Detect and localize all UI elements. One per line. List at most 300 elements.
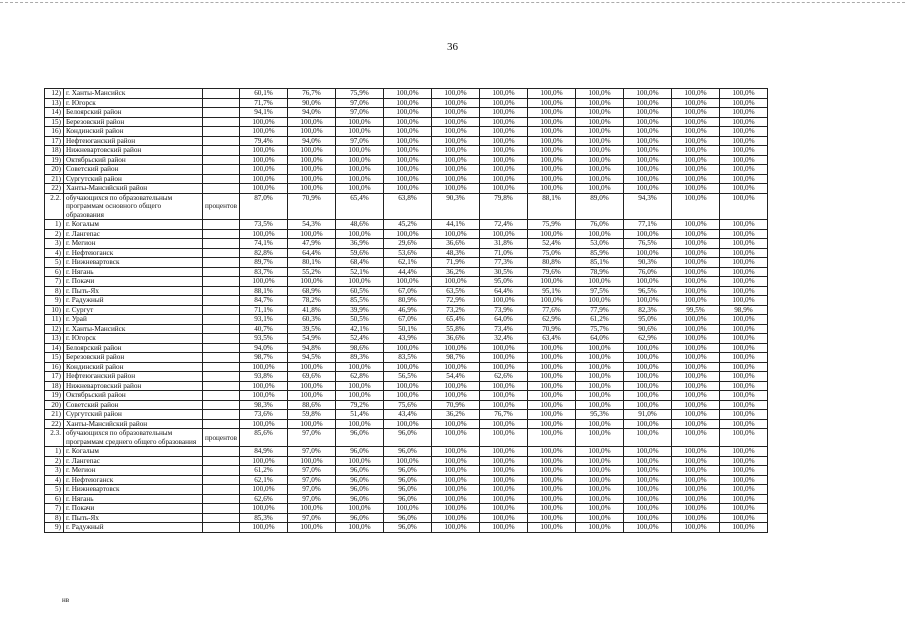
- table-row: [45, 485, 768, 495]
- value-cell: 100,0%: [624, 248, 672, 258]
- value-cell: 100,0%: [384, 229, 432, 239]
- value-cell: 100,0%: [528, 504, 576, 514]
- value-cell: 93,5%: [240, 334, 288, 344]
- row-name: Березовский район: [64, 353, 203, 363]
- value-cell: 96,0%: [336, 494, 384, 504]
- row-number: 19): [45, 155, 64, 165]
- row-number: 19): [45, 391, 64, 401]
- value-cell: 100,0%: [672, 286, 720, 296]
- value-cell: 67,0%: [384, 286, 432, 296]
- value-cell: 100,0%: [432, 485, 480, 495]
- value-cell: 100,0%: [432, 229, 480, 239]
- value-cell: 60,3%: [288, 315, 336, 325]
- value-cell: 96,0%: [336, 513, 384, 523]
- value-cell: 100,0%: [528, 117, 576, 127]
- value-cell: 96,0%: [336, 475, 384, 485]
- value-cell: 100,0%: [720, 494, 768, 504]
- value-cell: 100,0%: [576, 419, 624, 429]
- row-unit: [203, 315, 240, 325]
- value-cell: 79,8%: [480, 193, 528, 220]
- value-cell: 100,0%: [528, 391, 576, 401]
- value-cell: 90,6%: [624, 324, 672, 334]
- value-cell: 74,1%: [240, 239, 288, 249]
- row-name: г. Ханты-Мансийск: [64, 89, 203, 99]
- value-cell: 76,0%: [576, 220, 624, 230]
- value-cell: 73,5%: [240, 220, 288, 230]
- value-cell: 100,0%: [432, 523, 480, 533]
- value-cell: 36,6%: [432, 334, 480, 344]
- value-cell: 100,0%: [336, 523, 384, 533]
- row-unit: [203, 343, 240, 353]
- value-cell: 100,0%: [576, 381, 624, 391]
- row-name: г. Пыть-Ях: [64, 513, 203, 523]
- value-cell: 100,0%: [720, 372, 768, 382]
- row-unit: [203, 127, 240, 137]
- row-number: 22): [45, 184, 64, 194]
- row-number: 12): [45, 324, 64, 334]
- value-cell: 80,9%: [384, 296, 432, 306]
- value-cell: 100,0%: [576, 466, 624, 476]
- value-cell: 100,0%: [480, 89, 528, 99]
- table-row: [45, 315, 768, 325]
- row-number: 16): [45, 362, 64, 372]
- value-cell: 75,9%: [336, 89, 384, 99]
- value-cell: 100,0%: [528, 513, 576, 523]
- value-cell: 100,0%: [528, 165, 576, 175]
- value-cell: 100,0%: [432, 165, 480, 175]
- value-cell: 100,0%: [432, 513, 480, 523]
- table-row: [45, 184, 768, 194]
- value-cell: 100,0%: [384, 419, 432, 429]
- value-cell: 84,9%: [240, 447, 288, 457]
- value-cell: 100,0%: [576, 391, 624, 401]
- value-cell: 97,0%: [336, 136, 384, 146]
- table-row: [45, 429, 768, 447]
- value-cell: 100,0%: [288, 174, 336, 184]
- value-cell: 100,0%: [384, 127, 432, 137]
- page-number: 36: [447, 41, 458, 53]
- value-cell: 100,0%: [672, 296, 720, 306]
- row-name: обучающихся по образовательным программам среднего общего образования: [64, 429, 203, 447]
- value-cell: 100,0%: [672, 193, 720, 220]
- row-name: Советский район: [64, 400, 203, 410]
- value-cell: 85,6%: [240, 429, 288, 447]
- value-cell: 94,0%: [240, 343, 288, 353]
- row-unit: [203, 466, 240, 476]
- value-cell: 100,0%: [720, 504, 768, 514]
- value-cell: 100,0%: [528, 146, 576, 156]
- value-cell: 83,5%: [384, 353, 432, 363]
- value-cell: 96,0%: [384, 485, 432, 495]
- row-number: 2): [45, 456, 64, 466]
- value-cell: 59,8%: [288, 410, 336, 420]
- row-number: 13): [45, 334, 64, 344]
- value-cell: 100,0%: [432, 429, 480, 447]
- table-row: [45, 447, 768, 457]
- value-cell: 100,0%: [480, 475, 528, 485]
- row-unit: [203, 513, 240, 523]
- value-cell: 39,5%: [288, 324, 336, 334]
- value-cell: 84,7%: [240, 296, 288, 306]
- value-cell: 100,0%: [384, 108, 432, 118]
- value-cell: 100,0%: [528, 136, 576, 146]
- row-unit: [203, 523, 240, 533]
- value-cell: 100,0%: [624, 372, 672, 382]
- value-cell: 100,0%: [576, 296, 624, 306]
- row-number: 12): [45, 89, 64, 99]
- value-cell: 100,0%: [528, 466, 576, 476]
- value-cell: 100,0%: [432, 466, 480, 476]
- row-name: г. Пыть-Ях: [64, 286, 203, 296]
- value-cell: 100,0%: [288, 504, 336, 514]
- value-cell: 96,0%: [384, 429, 432, 447]
- table-row: [45, 258, 768, 268]
- value-cell: 100,0%: [624, 419, 672, 429]
- value-cell: 100,0%: [384, 165, 432, 175]
- page-edge: [0, 2, 905, 4]
- value-cell: 70,9%: [288, 193, 336, 220]
- row-unit: [203, 391, 240, 401]
- value-cell: 70,9%: [432, 400, 480, 410]
- value-cell: 100,0%: [720, 267, 768, 277]
- table-row: [45, 248, 768, 258]
- row-unit: [203, 258, 240, 268]
- value-cell: 100,0%: [480, 117, 528, 127]
- value-cell: 100,0%: [528, 155, 576, 165]
- value-cell: 39,9%: [336, 305, 384, 315]
- value-cell: 100,0%: [672, 475, 720, 485]
- value-cell: 100,0%: [240, 362, 288, 372]
- value-cell: 90,3%: [432, 193, 480, 220]
- value-cell: 64,0%: [480, 315, 528, 325]
- row-name: г. Радужный: [64, 296, 203, 306]
- value-cell: 100,0%: [576, 174, 624, 184]
- value-cell: 100,0%: [576, 277, 624, 287]
- value-cell: 55,8%: [432, 324, 480, 334]
- value-cell: 60,1%: [240, 89, 288, 99]
- value-cell: 44,4%: [384, 267, 432, 277]
- row-unit: [203, 239, 240, 249]
- value-cell: 73,9%: [480, 305, 528, 315]
- value-cell: 52,1%: [336, 267, 384, 277]
- row-unit: [203, 220, 240, 230]
- value-cell: 100,0%: [240, 146, 288, 156]
- table-row: [45, 391, 768, 401]
- value-cell: 78,9%: [576, 267, 624, 277]
- value-cell: 100,0%: [576, 108, 624, 118]
- value-cell: 100,0%: [384, 456, 432, 466]
- value-cell: 100,0%: [672, 239, 720, 249]
- value-cell: 100,0%: [576, 400, 624, 410]
- value-cell: 100,0%: [384, 146, 432, 156]
- value-cell: 100,0%: [432, 494, 480, 504]
- value-cell: 100,0%: [720, 229, 768, 239]
- value-cell: 100,0%: [624, 98, 672, 108]
- row-name: Сургутский район: [64, 410, 203, 420]
- value-cell: 100,0%: [480, 155, 528, 165]
- value-cell: 98,3%: [240, 400, 288, 410]
- table-row: [45, 494, 768, 504]
- value-cell: 100,0%: [288, 381, 336, 391]
- value-cell: 100,0%: [528, 229, 576, 239]
- value-cell: 100,0%: [576, 165, 624, 175]
- value-cell: 100,0%: [528, 410, 576, 420]
- value-cell: 59,6%: [336, 248, 384, 258]
- value-cell: 70,9%: [528, 324, 576, 334]
- row-number: 3): [45, 466, 64, 476]
- value-cell: 100,0%: [480, 98, 528, 108]
- row-unit: [203, 146, 240, 156]
- value-cell: 85,3%: [240, 513, 288, 523]
- value-cell: 100,0%: [288, 155, 336, 165]
- row-number: 5): [45, 258, 64, 268]
- row-unit: [203, 410, 240, 420]
- value-cell: 100,0%: [672, 429, 720, 447]
- value-cell: 100,0%: [624, 504, 672, 514]
- value-cell: 100,0%: [576, 117, 624, 127]
- value-cell: 100,0%: [528, 381, 576, 391]
- row-name: Нижневартовский район: [64, 381, 203, 391]
- row-unit: [203, 184, 240, 194]
- value-cell: 100,0%: [624, 174, 672, 184]
- value-cell: 100,0%: [480, 108, 528, 118]
- value-cell: 100,0%: [432, 419, 480, 429]
- value-cell: 100,0%: [528, 485, 576, 495]
- value-cell: 100,0%: [720, 220, 768, 230]
- table-row: [45, 267, 768, 277]
- row-name: Кондинский район: [64, 362, 203, 372]
- value-cell: 100,0%: [288, 362, 336, 372]
- value-cell: 100,0%: [576, 513, 624, 523]
- row-unit: [203, 136, 240, 146]
- value-cell: 100,0%: [240, 184, 288, 194]
- value-cell: 100,0%: [336, 184, 384, 194]
- value-cell: 96,0%: [336, 447, 384, 457]
- value-cell: 100,0%: [576, 456, 624, 466]
- row-number: 20): [45, 400, 64, 410]
- row-name: Березовский район: [64, 117, 203, 127]
- row-number: 6): [45, 267, 64, 277]
- value-cell: 69,6%: [288, 372, 336, 382]
- row-number: 4): [45, 248, 64, 258]
- row-unit: [203, 504, 240, 514]
- value-cell: 100,0%: [384, 391, 432, 401]
- value-cell: 100,0%: [384, 277, 432, 287]
- value-cell: 32,4%: [480, 334, 528, 344]
- value-cell: 79,2%: [336, 400, 384, 410]
- value-cell: 100,0%: [480, 429, 528, 447]
- table-row: [45, 334, 768, 344]
- table-row: [45, 353, 768, 363]
- value-cell: 100,0%: [336, 146, 384, 156]
- row-number: 16): [45, 127, 64, 137]
- row-unit: [203, 248, 240, 258]
- value-cell: 79,4%: [240, 136, 288, 146]
- value-cell: 100,0%: [720, 324, 768, 334]
- value-cell: 100,0%: [240, 277, 288, 287]
- value-cell: 100,0%: [624, 513, 672, 523]
- value-cell: 71,7%: [240, 98, 288, 108]
- value-cell: 100,0%: [624, 184, 672, 194]
- value-cell: 100,0%: [672, 381, 720, 391]
- table-row: [45, 239, 768, 249]
- value-cell: 100,0%: [624, 277, 672, 287]
- row-name: Кондинский район: [64, 127, 203, 137]
- value-cell: 100,0%: [240, 174, 288, 184]
- row-name: г. Нефтеюганск: [64, 475, 203, 485]
- value-cell: 67,0%: [384, 315, 432, 325]
- value-cell: 45,2%: [384, 220, 432, 230]
- value-cell: 78,2%: [288, 296, 336, 306]
- value-cell: 43,9%: [384, 334, 432, 344]
- value-cell: 100,0%: [240, 391, 288, 401]
- value-cell: 100,0%: [624, 165, 672, 175]
- value-cell: 100,0%: [720, 475, 768, 485]
- value-cell: 100,0%: [624, 89, 672, 99]
- value-cell: 47,9%: [288, 239, 336, 249]
- row-number: 9): [45, 296, 64, 306]
- value-cell: 73,6%: [240, 410, 288, 420]
- value-cell: 82,3%: [624, 305, 672, 315]
- value-cell: 100,0%: [480, 174, 528, 184]
- value-cell: 73,4%: [480, 324, 528, 334]
- value-cell: 100,0%: [576, 362, 624, 372]
- value-cell: 100,0%: [672, 108, 720, 118]
- row-unit: [203, 117, 240, 127]
- row-number: 22): [45, 419, 64, 429]
- value-cell: 95,1%: [528, 286, 576, 296]
- value-cell: 100,0%: [720, 353, 768, 363]
- value-cell: 100,0%: [480, 494, 528, 504]
- value-cell: 85,5%: [336, 296, 384, 306]
- table-row: [45, 456, 768, 466]
- value-cell: 36,2%: [432, 267, 480, 277]
- value-cell: 100,0%: [624, 391, 672, 401]
- value-cell: 100,0%: [624, 485, 672, 495]
- value-cell: 96,0%: [336, 485, 384, 495]
- row-name: г. Когалым: [64, 220, 203, 230]
- value-cell: 100,0%: [672, 391, 720, 401]
- row-name: г. Мегион: [64, 239, 203, 249]
- value-cell: 100,0%: [480, 146, 528, 156]
- value-cell: 90,0%: [288, 98, 336, 108]
- row-name: г. Мегион: [64, 466, 203, 476]
- value-cell: 100,0%: [336, 391, 384, 401]
- value-cell: 100,0%: [720, 447, 768, 457]
- value-cell: 61,2%: [240, 466, 288, 476]
- value-cell: 40,7%: [240, 324, 288, 334]
- value-cell: 100,0%: [528, 98, 576, 108]
- value-cell: 100,0%: [384, 362, 432, 372]
- value-cell: 100,0%: [528, 108, 576, 118]
- value-cell: 100,0%: [480, 400, 528, 410]
- value-cell: 100,0%: [288, 229, 336, 239]
- value-cell: 48,6%: [336, 220, 384, 230]
- row-name: г. Нижневартовск: [64, 485, 203, 495]
- row-unit: процентов: [203, 193, 240, 220]
- value-cell: 100,0%: [528, 127, 576, 137]
- value-cell: 100,0%: [480, 229, 528, 239]
- value-cell: 100,0%: [336, 456, 384, 466]
- value-cell: 100,0%: [384, 174, 432, 184]
- value-cell: 75,0%: [528, 248, 576, 258]
- table-row: [45, 504, 768, 514]
- value-cell: 100,0%: [672, 372, 720, 382]
- value-cell: 100,0%: [432, 98, 480, 108]
- table-row: [45, 155, 768, 165]
- value-cell: 76,0%: [624, 267, 672, 277]
- row-number: 3): [45, 239, 64, 249]
- value-cell: 65,4%: [336, 193, 384, 220]
- table-row: [45, 136, 768, 146]
- row-number: 2.2.: [45, 193, 64, 220]
- value-cell: 76,7%: [480, 410, 528, 420]
- table-row: [45, 146, 768, 156]
- value-cell: 100,0%: [720, 485, 768, 495]
- value-cell: 100,0%: [576, 127, 624, 137]
- row-unit: [203, 174, 240, 184]
- row-name: Советский район: [64, 165, 203, 175]
- row-name: г. Нягань: [64, 267, 203, 277]
- row-name: Нижневартовский район: [64, 146, 203, 156]
- value-cell: 62,9%: [624, 334, 672, 344]
- value-cell: 97,0%: [288, 494, 336, 504]
- value-cell: 30,5%: [480, 267, 528, 277]
- value-cell: 100,0%: [528, 353, 576, 363]
- value-cell: 100,0%: [576, 475, 624, 485]
- value-cell: 100,0%: [528, 296, 576, 306]
- value-cell: 42,1%: [336, 324, 384, 334]
- value-cell: 100,0%: [528, 475, 576, 485]
- value-cell: 72,9%: [432, 296, 480, 306]
- table-row: [45, 117, 768, 127]
- value-cell: 100,0%: [720, 315, 768, 325]
- value-cell: 100,0%: [672, 258, 720, 268]
- value-cell: 100,0%: [624, 429, 672, 447]
- value-cell: 100,0%: [336, 174, 384, 184]
- value-cell: 100,0%: [480, 165, 528, 175]
- value-cell: 68,4%: [336, 258, 384, 268]
- row-unit: [203, 419, 240, 429]
- value-cell: 77,3%: [480, 258, 528, 268]
- value-cell: 97,0%: [288, 513, 336, 523]
- value-cell: 100,0%: [672, 324, 720, 334]
- value-cell: 63,4%: [528, 334, 576, 344]
- row-unit: [203, 229, 240, 239]
- value-cell: 100,0%: [576, 136, 624, 146]
- value-cell: 71,9%: [432, 258, 480, 268]
- table-row: [45, 108, 768, 118]
- value-cell: 100,0%: [672, 89, 720, 99]
- value-cell: 100,0%: [240, 127, 288, 137]
- value-cell: 100,0%: [432, 362, 480, 372]
- row-unit: [203, 305, 240, 315]
- value-cell: 100,0%: [240, 165, 288, 175]
- row-number: 2.3.: [45, 429, 64, 447]
- table-row: [45, 127, 768, 137]
- row-number: 15): [45, 353, 64, 363]
- value-cell: 64,4%: [288, 248, 336, 258]
- value-cell: 100,0%: [384, 343, 432, 353]
- value-cell: 100,0%: [672, 136, 720, 146]
- value-cell: 100,0%: [672, 117, 720, 127]
- value-cell: 62,1%: [240, 475, 288, 485]
- row-name: Нефтеюганский район: [64, 136, 203, 146]
- value-cell: 100,0%: [480, 353, 528, 363]
- table-row: [45, 381, 768, 391]
- value-cell: 96,0%: [384, 475, 432, 485]
- row-name: г. Когалым: [64, 447, 203, 457]
